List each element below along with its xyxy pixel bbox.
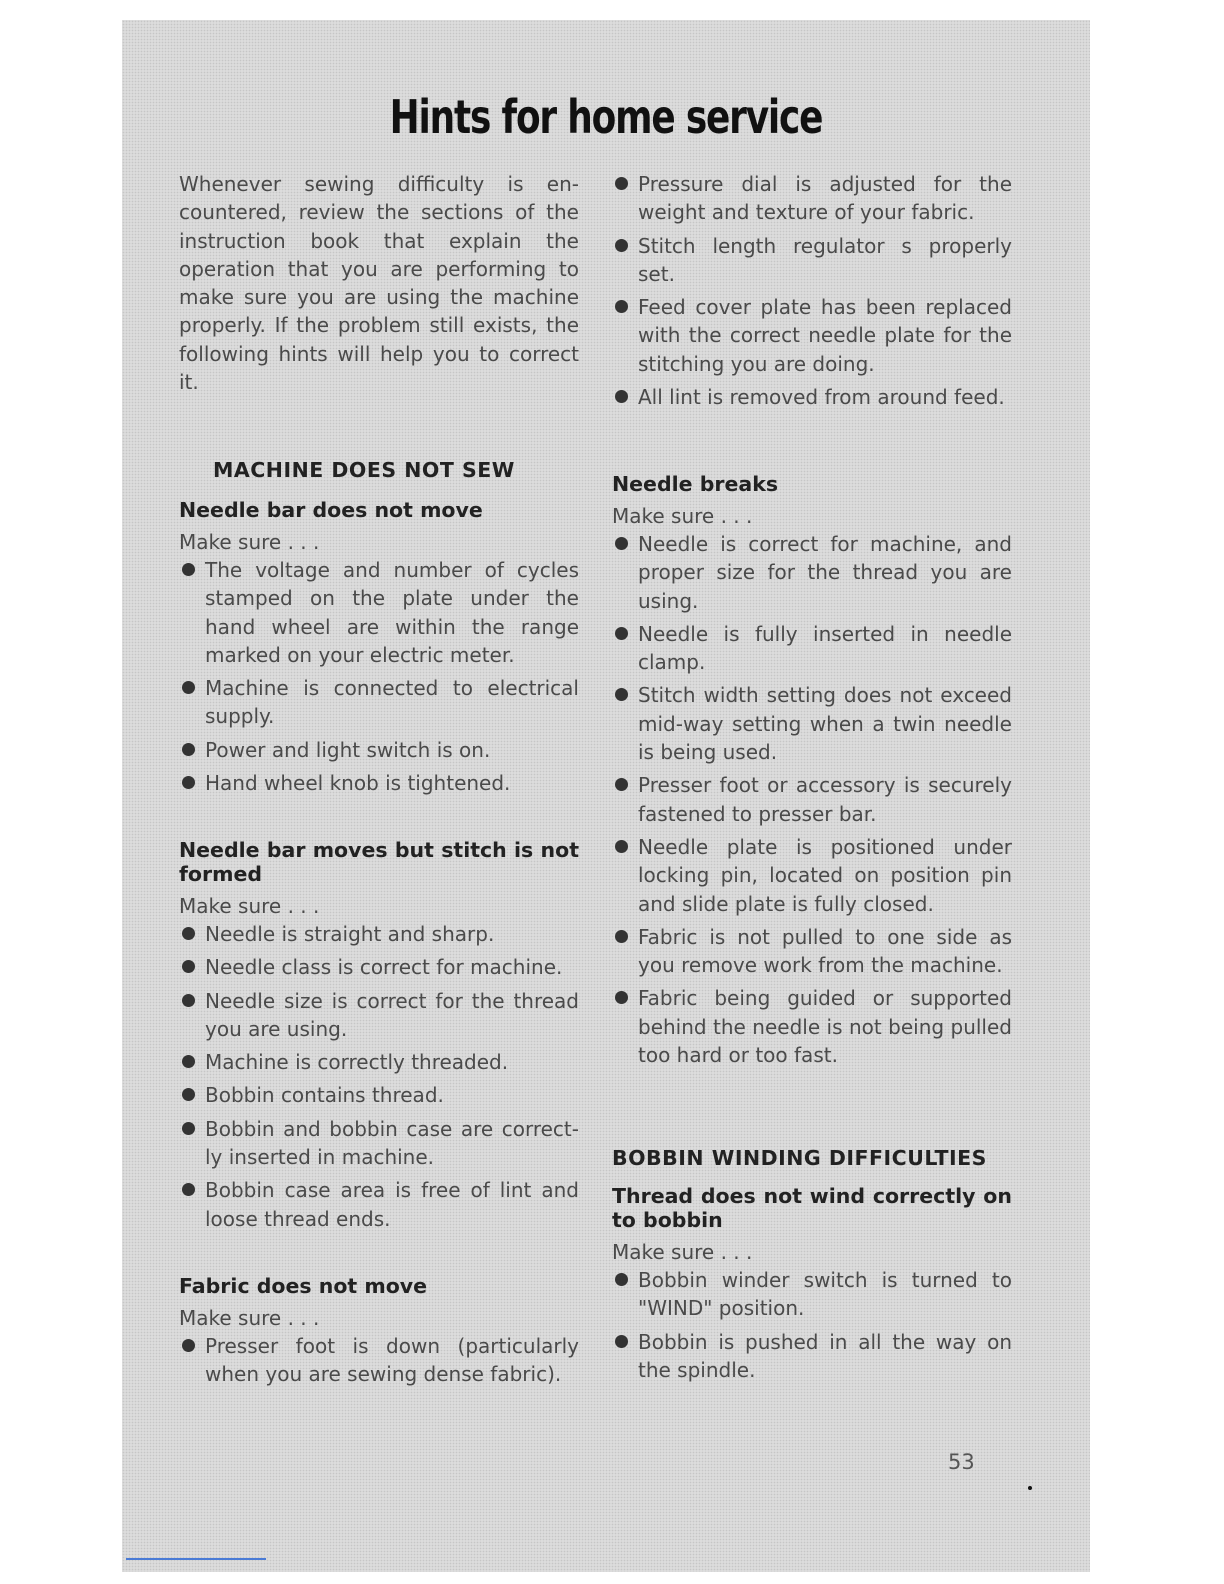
bullet-icon bbox=[182, 960, 195, 973]
bullet-icon bbox=[615, 537, 628, 550]
fabric-title: Fabric does not move bbox=[179, 1274, 428, 1298]
list-item: Needle is fully inserted in needle clamp. bbox=[612, 620, 1012, 677]
stitch-not-formed-title: Needle bar moves but stitch is not formed bbox=[179, 838, 579, 886]
page-title: Hints for home service bbox=[389, 90, 823, 144]
list-item: Stitch length regulator s properly set. bbox=[612, 232, 1012, 289]
needle-bar-section bbox=[179, 498, 579, 802]
needle-breaks-make-sure: Make sure . . . bbox=[612, 504, 753, 528]
list-item: Power and light switch is on. bbox=[179, 736, 579, 764]
bullet-icon bbox=[615, 1273, 628, 1286]
bullet-icon bbox=[182, 1122, 195, 1135]
list-item: All lint is removed from around feed. bbox=[612, 383, 1012, 411]
list-item: Machine is correctly threaded. bbox=[179, 1048, 579, 1076]
list-item: Needle size is correct for the thread you are using. bbox=[179, 987, 579, 1044]
list-item: Feed cover plate has been replaced with the correct needle plate for the stitching you are doing. bbox=[612, 293, 1012, 378]
bullet-icon bbox=[182, 1088, 195, 1101]
bullet-icon bbox=[615, 688, 628, 701]
bobbin-heading: BOBBIN WINDING DIFFICULTIES bbox=[612, 1146, 987, 1170]
fabric-make-sure: Make sure . . . bbox=[179, 1306, 320, 1330]
needle-breaks-list bbox=[612, 530, 1012, 1069]
bullet-icon bbox=[615, 300, 628, 313]
list-item: Needle is correct for machine, and proper size for the thread you are using. bbox=[612, 530, 1012, 615]
stitch-not-formed-list bbox=[179, 920, 579, 1233]
needle-bar-title: Needle bar does not move bbox=[179, 498, 483, 522]
bullet-icon bbox=[615, 778, 628, 791]
bullet-icon bbox=[182, 563, 195, 576]
bullet-icon bbox=[182, 1339, 195, 1352]
intro-block bbox=[179, 170, 579, 396]
bullet-icon bbox=[182, 1055, 195, 1068]
speck-mark bbox=[1028, 1486, 1032, 1490]
stitch-not-formed-section bbox=[179, 838, 579, 1238]
intro-paragraph: Whenever sewing difficulty is en-countered, review the sections of the instruction book that explain the operation that you are performing to make sure you are using the machine properly. If the problem still exists, the following hints will help you to correct it. bbox=[179, 172, 579, 395]
list-item: Bobbin case area is free of lint and loose thread ends. bbox=[179, 1176, 579, 1233]
bullet-icon bbox=[615, 239, 628, 252]
fabric-section bbox=[179, 1274, 579, 1394]
list-item: Pressure dial is adjusted for the weight and texture of your fabric. bbox=[612, 170, 1012, 227]
stitch-not-formed-make-sure: Make sure . . . bbox=[179, 894, 320, 918]
page-number: 53 bbox=[948, 1450, 975, 1474]
bullet-icon bbox=[182, 1183, 195, 1196]
bobbin-make-sure: Make sure . . . bbox=[612, 1240, 753, 1264]
bobbin-section bbox=[612, 1146, 1012, 1389]
bullet-icon bbox=[182, 994, 195, 1007]
manual-page bbox=[122, 20, 1090, 1572]
list-item: Presser foot is down (particularly when you are sewing dense fabric). bbox=[179, 1332, 579, 1389]
list-item: Presser foot or accessory is securely fastened to presser bar. bbox=[612, 771, 1012, 828]
list-item: Needle class is correct for machine. bbox=[179, 953, 579, 981]
list-item: Fabric is not pulled to one side as you remove work from the machine. bbox=[612, 923, 1012, 980]
bullet-icon bbox=[615, 627, 628, 640]
bobbin-title: Thread does not wind correctly on to bobbin bbox=[612, 1184, 1012, 1232]
bullet-icon bbox=[615, 840, 628, 853]
needle-bar-list bbox=[179, 556, 579, 797]
machine-heading: MACHINE DOES NOT SEW bbox=[213, 458, 515, 482]
fabric-list bbox=[179, 1332, 579, 1389]
list-item: Bobbin and bobbin case are correct-ly inserted in machine. bbox=[179, 1115, 579, 1172]
bullet-icon bbox=[182, 743, 195, 756]
list-item: Fabric being guided or supported behind the needle is not being pulled too hard or too fast. bbox=[612, 984, 1012, 1069]
list-item: The voltage and number of cycles stamped on the plate under the hand wheel are within the range marked on your electric meter. bbox=[179, 556, 579, 669]
list-item: Needle plate is positioned under locking pin, located on position pin and slide plate is fully closed. bbox=[612, 833, 1012, 918]
bullet-icon bbox=[615, 930, 628, 943]
bobbin-list bbox=[612, 1266, 1012, 1384]
list-item: Bobbin is pushed in all the way on the spindle. bbox=[612, 1328, 1012, 1385]
list-item: Needle is straight and sharp. bbox=[179, 920, 579, 948]
machine-section bbox=[179, 458, 579, 482]
bullet-icon bbox=[182, 776, 195, 789]
bullet-icon bbox=[615, 1335, 628, 1348]
list-item: Stitch width setting does not exceed mid-way setting when a twin needle is being used. bbox=[612, 681, 1012, 766]
list-item: Machine is connected to electrical supply. bbox=[179, 674, 579, 731]
bullet-icon bbox=[182, 681, 195, 694]
needle-breaks-section bbox=[612, 472, 1012, 1074]
list-item: Bobbin winder switch is turned to "WIND" position. bbox=[612, 1266, 1012, 1323]
right-top-list bbox=[612, 170, 1012, 411]
scan-underline bbox=[126, 1558, 266, 1560]
bullet-icon bbox=[615, 991, 628, 1004]
needle-bar-make-sure: Make sure . . . bbox=[179, 530, 320, 554]
bullet-icon bbox=[615, 177, 628, 190]
bullet-icon bbox=[615, 390, 628, 403]
bullet-icon bbox=[182, 927, 195, 940]
right-top-block bbox=[612, 170, 1012, 416]
list-item: Hand wheel knob is tightened. bbox=[179, 769, 579, 797]
needle-breaks-title: Needle breaks bbox=[612, 472, 779, 496]
list-item: Bobbin contains thread. bbox=[179, 1081, 579, 1109]
